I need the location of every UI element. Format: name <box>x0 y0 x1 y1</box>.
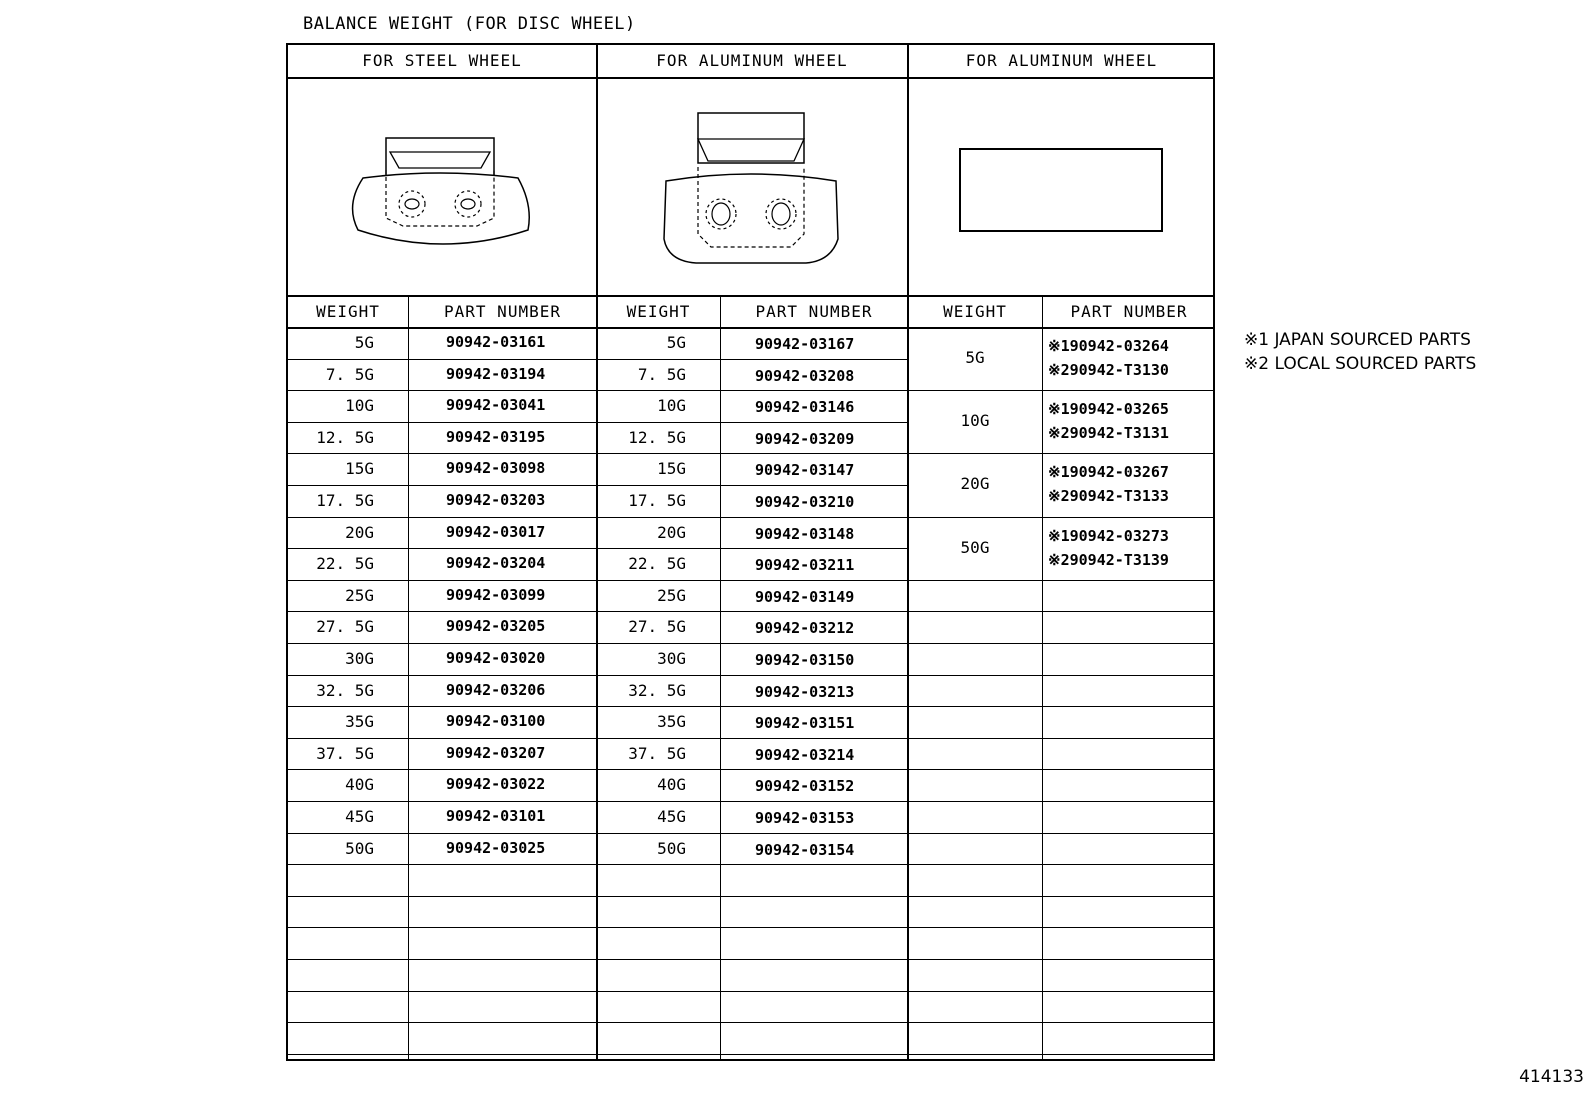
steel-weight-cell: 35G <box>345 712 374 731</box>
aluminum-part-number-cell: 90942-03152 <box>755 777 855 795</box>
row-divider <box>288 580 907 581</box>
row-divider <box>288 359 907 360</box>
steel-weight-cell: 22. 5G <box>316 554 374 573</box>
row-divider <box>288 991 907 992</box>
row-divider <box>907 959 1215 960</box>
aluminum-part-number-cell: 90942-03154 <box>755 841 855 859</box>
row-divider <box>907 769 1215 770</box>
adhesive-part-number-local: ※290942-T3133 <box>1048 487 1169 505</box>
row-divider <box>288 611 907 612</box>
steel-weight-cell: 7. 5G <box>325 365 374 384</box>
aluminum-weight-cell: 27. 5G <box>628 617 686 636</box>
row-divider <box>288 675 907 676</box>
row-divider <box>288 738 907 739</box>
column-divider-1 <box>596 45 598 1059</box>
steel-weight-cell: 25G <box>345 586 374 605</box>
aluminum-weight-cell: 25G <box>657 586 686 605</box>
aluminum-weight-cell: 50G <box>657 839 686 858</box>
note-japan-sourced: ※1 JAPAN SOURCED PARTS <box>1244 330 1471 350</box>
steel-part-number-cell: 90942-03041 <box>446 396 546 414</box>
row-divider <box>288 896 907 897</box>
diagram-title: BALANCE WEIGHT (FOR DISC WHEEL) <box>303 14 636 34</box>
aluminum-weight-cell: 7. 5G <box>637 365 686 384</box>
steel-weight-label: WEIGHT <box>316 302 380 321</box>
steel-part-number-cell: 90942-03098 <box>446 459 546 477</box>
steel-part-number-cell: 90942-03161 <box>446 333 546 351</box>
aluminum-part-number-cell: 90942-03147 <box>755 461 855 479</box>
adhesive-part-number-japan: ※190942-03267 <box>1048 463 1169 481</box>
adhesive-part-number-local: ※290942-T3130 <box>1048 361 1169 379</box>
steel-weight-cell: 5G <box>354 333 374 352</box>
row-divider <box>907 833 1215 834</box>
aluminum-wheel-adhesive-header: FOR ALUMINUM WHEEL <box>965 51 1158 70</box>
aluminum-part-number-cell: 90942-03148 <box>755 525 855 543</box>
row-divider <box>907 927 1215 928</box>
steel-weight-cell: 40G <box>345 775 374 794</box>
row-divider <box>288 422 907 423</box>
aluminum-weight-cell: 22. 5G <box>628 554 686 573</box>
steel-part-label: PART NUMBER <box>444 302 561 321</box>
row-divider <box>907 991 1215 992</box>
aluminum-weight-cell: 40G <box>657 775 686 794</box>
aluminum-part-number-cell: 90942-03211 <box>755 556 855 574</box>
row-divider <box>907 1022 1215 1023</box>
steel-part-number-cell: 90942-03194 <box>446 365 546 383</box>
aluminum-weight-cell: 20G <box>657 523 686 542</box>
adhesive-part-number-japan: ※190942-03273 <box>1048 527 1169 545</box>
figure-number: 414133 <box>1519 1067 1584 1087</box>
adhesive-balance-weight-icon <box>956 145 1166 237</box>
row-divider <box>907 611 1215 612</box>
row-divider <box>288 706 907 707</box>
steel-part-number-cell: 90942-03206 <box>446 681 546 699</box>
steel-part-number-cell: 90942-03207 <box>446 744 546 762</box>
balance-weight-table <box>286 43 1215 1061</box>
adhesive-part-number-local: ※290942-T3139 <box>1048 551 1169 569</box>
row-divider <box>288 1022 907 1023</box>
adhesive-part-number-japan: ※190942-03264 <box>1048 337 1169 355</box>
steel-weight-cell: 10G <box>345 396 374 415</box>
steel-part-number-cell: 90942-03022 <box>446 775 546 793</box>
row-divider <box>288 390 907 391</box>
row-divider <box>288 517 907 518</box>
row-divider <box>288 1054 907 1055</box>
aluminum-part-number-cell: 90942-03153 <box>755 809 855 827</box>
steel-part-number-cell: 90942-03100 <box>446 712 546 730</box>
steel-weight-cell: 27. 5G <box>316 617 374 636</box>
row-divider <box>288 643 907 644</box>
aluminum-weight-cell: 35G <box>657 712 686 731</box>
steel-part-number-cell: 90942-03195 <box>446 428 546 446</box>
aluminum-weight-cell: 12. 5G <box>628 428 686 447</box>
steel-weight-cell: 37. 5G <box>316 744 374 763</box>
aluminum-weight-cell: 10G <box>657 396 686 415</box>
adhesive-subdivider <box>1042 297 1043 1059</box>
aluminum-weight-cell: 17. 5G <box>628 491 686 510</box>
aluminum-part-number-cell: 90942-03209 <box>755 430 855 448</box>
aluminum-weight-cell: 30G <box>657 649 686 668</box>
steel-part-number-cell: 90942-03101 <box>446 807 546 825</box>
aluminum-part-number-cell: 90942-03210 <box>755 493 855 511</box>
adhesive-weight-cell: 5G <box>965 348 985 367</box>
row-divider <box>288 453 907 454</box>
steel-weight-cell: 12. 5G <box>316 428 374 447</box>
steel-part-number-cell: 90942-03204 <box>446 554 546 572</box>
note-local-sourced: ※2 LOCAL SOURCED PARTS <box>1244 354 1477 374</box>
row-divider <box>288 959 907 960</box>
steel-weight-cell: 30G <box>345 649 374 668</box>
steel-weight-cell: 20G <box>345 523 374 542</box>
row-divider <box>907 390 1215 391</box>
adhesive-weight-cell: 10G <box>960 411 990 430</box>
aluminum-part-number-cell: 90942-03151 <box>755 714 855 732</box>
row-divider <box>907 643 1215 644</box>
steel-part-number-cell: 90942-03017 <box>446 523 546 541</box>
row-divider <box>288 327 1213 329</box>
steel-part-number-cell: 90942-03099 <box>446 586 546 604</box>
aluminum-part-number-cell: 90942-03167 <box>755 335 855 353</box>
aluminum-part-number-cell: 90942-03214 <box>755 746 855 764</box>
steel-subdivider <box>408 297 409 1059</box>
aluminum-weight-cell: 5G <box>666 333 686 352</box>
clip-on-balance-weight-steel-icon <box>343 130 538 255</box>
adhesive-weight-cell: 50G <box>960 538 990 557</box>
row-divider <box>288 833 907 834</box>
row-divider <box>288 485 907 486</box>
aluminum-part-label: PART NUMBER <box>755 302 873 321</box>
steel-weight-cell: 15G <box>345 459 374 478</box>
image-divider <box>288 295 1213 297</box>
row-divider <box>907 675 1215 676</box>
steel-wheel-header: FOR STEEL WHEEL <box>362 51 522 70</box>
row-divider <box>907 580 1215 581</box>
steel-part-number-cell: 90942-03025 <box>446 839 546 857</box>
steel-weight-cell: 32. 5G <box>316 681 374 700</box>
steel-part-number-cell: 90942-03020 <box>446 649 546 667</box>
row-divider <box>288 864 907 865</box>
row-divider <box>907 738 1215 739</box>
header-divider <box>288 77 1213 79</box>
row-divider <box>288 927 907 928</box>
aluminum-weight-cell: 45G <box>657 807 686 826</box>
aluminum-part-number-cell: 90942-03149 <box>755 588 855 606</box>
aluminum-wheel-header: FOR ALUMINUM WHEEL <box>656 51 848 70</box>
row-divider <box>288 548 907 549</box>
row-divider <box>288 801 907 802</box>
row-divider <box>907 1054 1215 1055</box>
aluminum-subdivider <box>720 297 721 1059</box>
row-divider <box>907 801 1215 802</box>
aluminum-part-number-cell: 90942-03146 <box>755 398 855 416</box>
adhesive-weight-cell: 20G <box>960 474 990 493</box>
clip-on-balance-weight-aluminum-icon <box>656 109 846 269</box>
aluminum-part-number-cell: 90942-03212 <box>755 619 855 637</box>
steel-weight-cell: 50G <box>345 839 374 858</box>
steel-weight-cell: 45G <box>345 807 374 826</box>
aluminum-weight-label: WEIGHT <box>626 302 691 321</box>
row-divider <box>907 706 1215 707</box>
row-divider <box>907 453 1215 454</box>
aluminum-part-number-cell: 90942-03208 <box>755 367 855 385</box>
aluminum-part-number-cell: 90942-03150 <box>755 651 855 669</box>
adhesive-part-number-local: ※290942-T3131 <box>1048 424 1169 442</box>
aluminum-weight-cell: 32. 5G <box>628 681 686 700</box>
row-divider <box>907 864 1215 865</box>
steel-part-number-cell: 90942-03205 <box>446 617 546 635</box>
adhesive-part-label: PART NUMBER <box>1070 302 1188 321</box>
steel-part-number-cell: 90942-03203 <box>446 491 546 509</box>
adhesive-weight-label: WEIGHT <box>943 302 1007 321</box>
adhesive-part-number-japan: ※190942-03265 <box>1048 400 1169 418</box>
aluminum-part-number-cell: 90942-03213 <box>755 683 855 701</box>
row-divider <box>288 769 907 770</box>
row-divider <box>907 517 1215 518</box>
steel-weight-cell: 17. 5G <box>316 491 374 510</box>
aluminum-weight-cell: 37. 5G <box>628 744 686 763</box>
row-divider <box>907 896 1215 897</box>
aluminum-weight-cell: 15G <box>657 459 686 478</box>
